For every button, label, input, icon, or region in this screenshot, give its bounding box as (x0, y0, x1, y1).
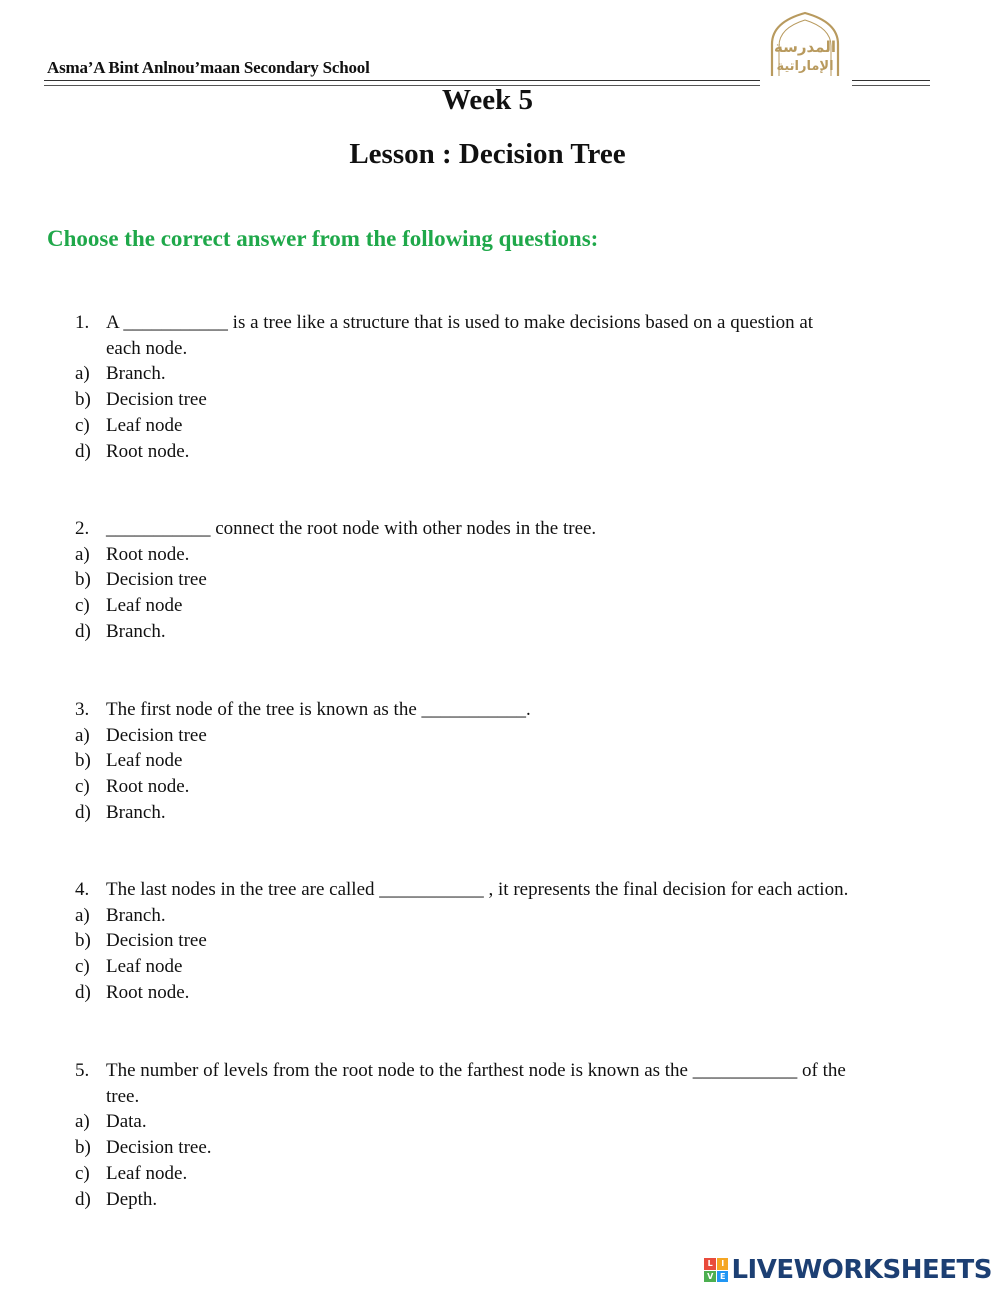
brand-letter-l: L (704, 1258, 716, 1270)
option-letter: a) (75, 724, 90, 746)
option-letter: a) (75, 1111, 90, 1133)
brand-letter-i: I (717, 1258, 729, 1270)
option-letter: c) (75, 956, 90, 978)
brand-logo-icon (704, 1258, 728, 1282)
question-number: 5. (75, 1060, 90, 1081)
option-letter: c) (75, 414, 90, 436)
option-letter: c) (75, 1162, 90, 1184)
question-text: The last nodes in the tree are called ___________ , it represents the final decision for each action. (106, 879, 849, 900)
option-text: Data. (106, 1111, 147, 1133)
option-text: Branch. (106, 904, 166, 926)
option-letter: b) (75, 1137, 91, 1159)
logo-text-line1: المدرسة (774, 38, 836, 56)
header-rule-top (44, 80, 760, 81)
option-letter: a) (75, 904, 90, 926)
option-letter: b) (75, 930, 91, 952)
brand-name: LIVEWORKSHEETS (731, 1255, 992, 1285)
question-number: 4. (75, 879, 90, 900)
option-text: Branch. (106, 620, 166, 642)
option-text: Depth. (106, 1188, 158, 1210)
option-text: Decision tree (106, 389, 207, 411)
option-text: Root node. (106, 776, 190, 798)
option-letter: b) (75, 389, 91, 411)
option-text: Decision tree (106, 569, 207, 591)
instruction-heading: Choose the correct answer from the following questions: (47, 226, 599, 251)
school-name: Asma’A Bint Anlnou’maan Secondary School (47, 58, 370, 77)
brand-letter-e: E (717, 1271, 729, 1283)
option-letter: b) (75, 750, 91, 772)
option-letter: a) (75, 363, 90, 385)
option-text: Root node. (106, 440, 190, 462)
option-text: Branch. (106, 363, 166, 385)
brand-letter-v: V (704, 1271, 716, 1283)
question-text: The first node of the tree is known as the ___________. (106, 699, 531, 720)
question-text: A ___________ is a tree like a structure that is used to make decisions based on a question at (106, 312, 814, 333)
question-text: ___________ connect the root node with other nodes in the tree. (106, 518, 597, 539)
option-text: Leaf node. (106, 1162, 188, 1184)
option-letter: d) (75, 981, 91, 1003)
question-text: tree. (106, 1085, 140, 1107)
option-text: Decision tree. (106, 1137, 212, 1159)
option-text: Branch. (106, 801, 166, 823)
question-text: The number of levels from the root node to the farthest node is known as the ___________ of the (106, 1060, 846, 1081)
question-text: each node. (106, 337, 188, 359)
school-logo (760, 10, 850, 78)
option-letter: d) (75, 801, 91, 823)
option-letter: b) (75, 569, 91, 591)
option-letter: c) (75, 595, 90, 617)
question-number: 2. (75, 518, 90, 539)
option-text: Root node. (106, 981, 190, 1003)
option-letter: d) (75, 620, 91, 642)
option-letter: a) (75, 543, 90, 565)
option-letter: c) (75, 776, 90, 798)
question-number: 3. (75, 699, 90, 720)
header-rule-right-top (852, 80, 930, 81)
liveworksheets-brand (704, 1253, 992, 1287)
logo-text-line2: الإماراتية (776, 59, 834, 74)
option-text: Leaf node (106, 414, 183, 436)
option-text: Leaf node (106, 956, 183, 978)
option-letter: d) (75, 440, 91, 462)
week-title: Week 5 (441, 84, 534, 116)
option-text: Decision tree (106, 930, 207, 952)
option-text: Leaf node (106, 750, 183, 772)
option-text: Leaf node (106, 595, 183, 617)
lesson-title: Lesson : Decision Tree (349, 138, 626, 170)
question-number: 1. (75, 312, 90, 333)
option-letter: d) (75, 1188, 91, 1210)
option-text: Root node. (106, 543, 190, 565)
option-text: Decision tree (106, 724, 207, 746)
